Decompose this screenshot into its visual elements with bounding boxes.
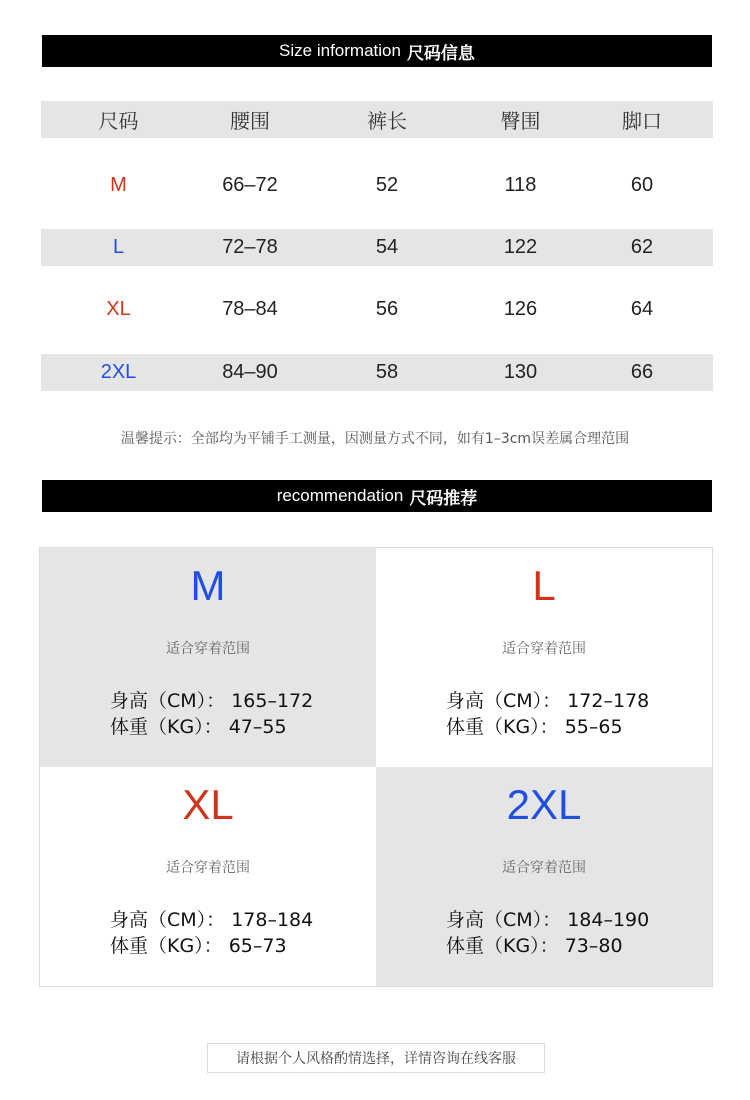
- recommendation-card-m: [40, 548, 376, 767]
- hem-value: 62: [630, 236, 654, 258]
- hem-value: 60: [630, 174, 654, 196]
- column-header-length: 裤长: [367, 109, 407, 133]
- size-label: L: [112, 236, 125, 258]
- recommendation-title-zh: 尺码推荐: [409, 488, 478, 509]
- recommendation-weight: 体重（KG）： 65–73: [110, 935, 287, 957]
- column-header-waist: 腰围: [230, 109, 270, 133]
- hip-value: 126: [503, 298, 538, 320]
- measurement-tip: 温馨提示：全部均为平铺手工测量，因测量方式不同，如有1–3cm误差属合理范围: [120, 431, 630, 447]
- recommendation-grid: [39, 547, 713, 987]
- size-table: [41, 101, 713, 391]
- hip-value: 118: [504, 174, 537, 196]
- recommendation-subtitle: 适合穿着范围: [166, 641, 250, 657]
- recommendation-header: [42, 480, 712, 512]
- size-info-title-en: Size information: [279, 41, 401, 60]
- recommendation-card-l: [376, 548, 712, 767]
- recommendation-size: M: [190, 562, 226, 609]
- recommendation-size: L: [532, 562, 556, 609]
- recommendation-card-xl: [40, 767, 376, 986]
- recommendation-height: 身高（CM）： 172–178: [446, 690, 650, 712]
- length-value: 56: [375, 298, 399, 320]
- column-header-size: 尺码: [98, 109, 139, 133]
- waist-value: 84–90: [222, 361, 278, 383]
- recommendation-subtitle: 适合穿着范围: [502, 860, 586, 876]
- recommendation-weight: 体重（KG）： 55–65: [446, 716, 623, 738]
- footer-note: 请根据个人风格酌情选择，详情咨询在线客服: [207, 1043, 545, 1073]
- size-label: 2XL: [100, 361, 137, 383]
- size-label: M: [110, 174, 127, 196]
- length-value: 58: [375, 361, 399, 383]
- column-header-hip: 臀围: [500, 109, 541, 133]
- recommendation-size: 2XL: [506, 781, 582, 828]
- table-row: [41, 354, 713, 391]
- hip-value: 130: [503, 361, 538, 383]
- recommendation-size: XL: [182, 781, 234, 828]
- length-value: 54: [375, 236, 399, 258]
- recommendation-title-en: recommendation: [276, 486, 404, 505]
- table-row: [41, 167, 713, 204]
- recommendation-height: 身高（CM）： 184–190: [446, 909, 650, 931]
- waist-value: 78–84: [222, 298, 278, 320]
- size-info-header: [42, 35, 712, 67]
- hem-value: 66: [630, 361, 654, 383]
- table-row: [41, 229, 713, 266]
- table-header-row: [41, 101, 713, 138]
- recommendation-height: 身高（CM）： 178–184: [110, 909, 314, 931]
- recommendation-height: 身高（CM）： 165–172: [110, 690, 314, 712]
- table-row: [41, 291, 713, 328]
- waist-value: 66–72: [222, 174, 278, 196]
- recommendation-weight: 体重（KG）： 73–80: [446, 935, 623, 957]
- column-header-hem: 脚口: [622, 109, 662, 133]
- recommendation-weight: 体重（KG）： 47–55: [110, 716, 287, 738]
- recommendation-card-2xl: [376, 767, 712, 986]
- length-value: 52: [375, 174, 399, 196]
- size-info-title-zh: 尺码信息: [406, 43, 475, 64]
- recommendation-subtitle: 适合穿着范围: [502, 641, 586, 657]
- hip-value: 122: [503, 236, 538, 258]
- waist-value: 72–78: [222, 236, 278, 258]
- size-label: XL: [106, 298, 131, 320]
- hem-value: 64: [630, 298, 654, 320]
- recommendation-subtitle: 适合穿着范围: [166, 860, 250, 876]
